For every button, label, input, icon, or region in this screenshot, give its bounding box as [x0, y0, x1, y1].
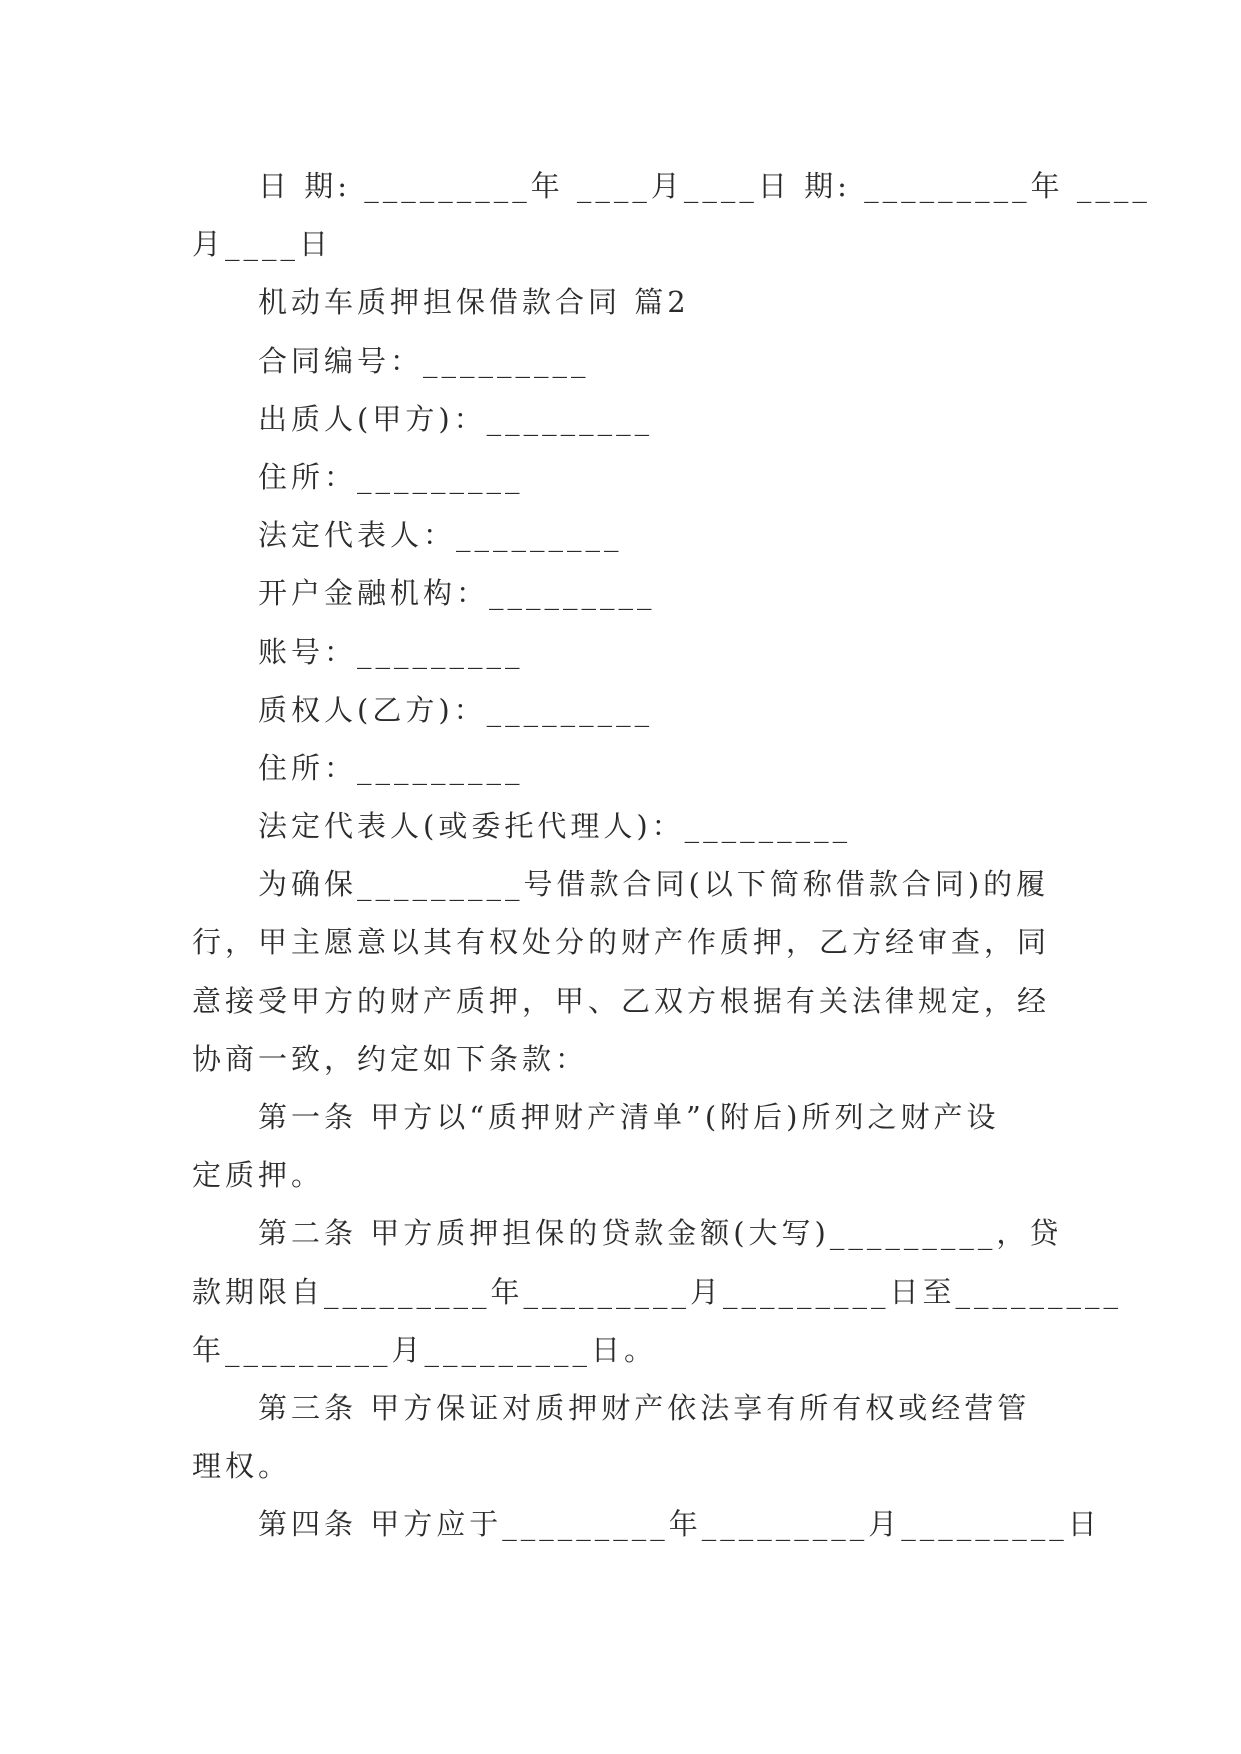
article-1-line: 第一条 甲方以“质押财产清单”(附后)所列之财产设: [258, 1100, 1000, 1134]
article-1-line: 定质押。: [192, 1158, 325, 1193]
article-3-line: 理权。: [192, 1449, 292, 1484]
article-2-line: 第二条 甲方质押担保的贷款金额(大写)_________，贷: [258, 1216, 1063, 1251]
preamble-line: 协商一致，约定如下条款：: [192, 1041, 589, 1076]
article-3-line: 第三条 甲方保证对质押财产依法享有所有权或经营管: [258, 1390, 1031, 1425]
legal-representative-field: 法定代表人：_________: [258, 518, 623, 553]
pledgee-representative-field: 法定代表人(或委托代理人)：_________: [258, 809, 852, 844]
contract-number-field: 合同编号：_________: [258, 343, 590, 378]
pledgee-field: 质权人(乙方)：_________: [258, 692, 654, 727]
preamble-line: 意接受甲方的财产质押，甲、乙双方根据有关法律规定，经: [192, 983, 1051, 1018]
contract-title: 机动车质押担保借款合同 篇2: [258, 285, 690, 320]
article-2-line: 年_________月_________日。: [192, 1332, 658, 1367]
document-body: [192, 157, 1151, 1554]
date-line: 日 期: _________年 ____月____日 期: _________年 ____: [258, 169, 1151, 203]
preamble-line: 为确保_________号借款合同(以下简称借款合同)的履: [258, 867, 1050, 902]
article-4-line: 第四条 甲方应于_________年_________月_________日: [258, 1507, 1101, 1542]
pledgor-address-field: 住所：_________: [258, 459, 524, 494]
bank-field: 开户金融机构：_________: [258, 576, 656, 611]
preamble-line: 行，甲主愿意以其有权处分的财产作质押，乙方经审查，同: [192, 925, 1051, 960]
account-field: 账号：_________: [258, 634, 524, 669]
article-2-line: 款期限自_________年_________月_________日至_________: [192, 1274, 1123, 1309]
pledgor-field: 出质人(甲方)：_________: [258, 401, 654, 436]
date-line-continued: 月____日: [192, 227, 333, 262]
pledgee-address-field: 住所：_________: [258, 750, 524, 785]
